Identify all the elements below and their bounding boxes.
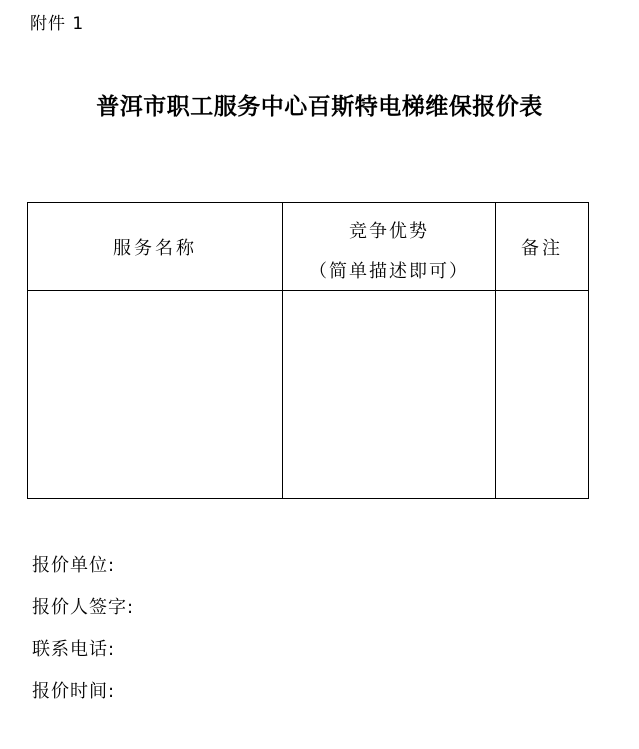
footer-phone: 联系电话: <box>32 639 116 660</box>
header-service-name <box>28 203 283 291</box>
header-remarks-label: 备注 <box>521 237 563 259</box>
footer-quote-unit: 报价单位: <box>32 555 116 576</box>
cell-advantage[interactable] <box>283 291 496 499</box>
footer-signer: 报价人签字: <box>32 597 135 618</box>
cell-service-name[interactable] <box>28 291 283 499</box>
attachment-label: 附件 1 <box>30 14 85 34</box>
header-advantage-note: （简单描述即可） <box>309 260 469 282</box>
header-advantage-label: 竞争优势 <box>349 220 429 242</box>
footer-quote-time: 报价时间: <box>32 681 116 702</box>
header-remarks <box>496 203 589 291</box>
header-service-name-label: 服务名称 <box>113 237 197 259</box>
header-advantage <box>283 203 496 291</box>
document-title: 普洱市职工服务中心百斯特电梯维保报价表 <box>96 94 543 120</box>
table-row <box>28 291 589 499</box>
table-header-row <box>28 203 589 291</box>
quote-table <box>27 202 589 499</box>
cell-remarks[interactable] <box>496 291 589 499</box>
